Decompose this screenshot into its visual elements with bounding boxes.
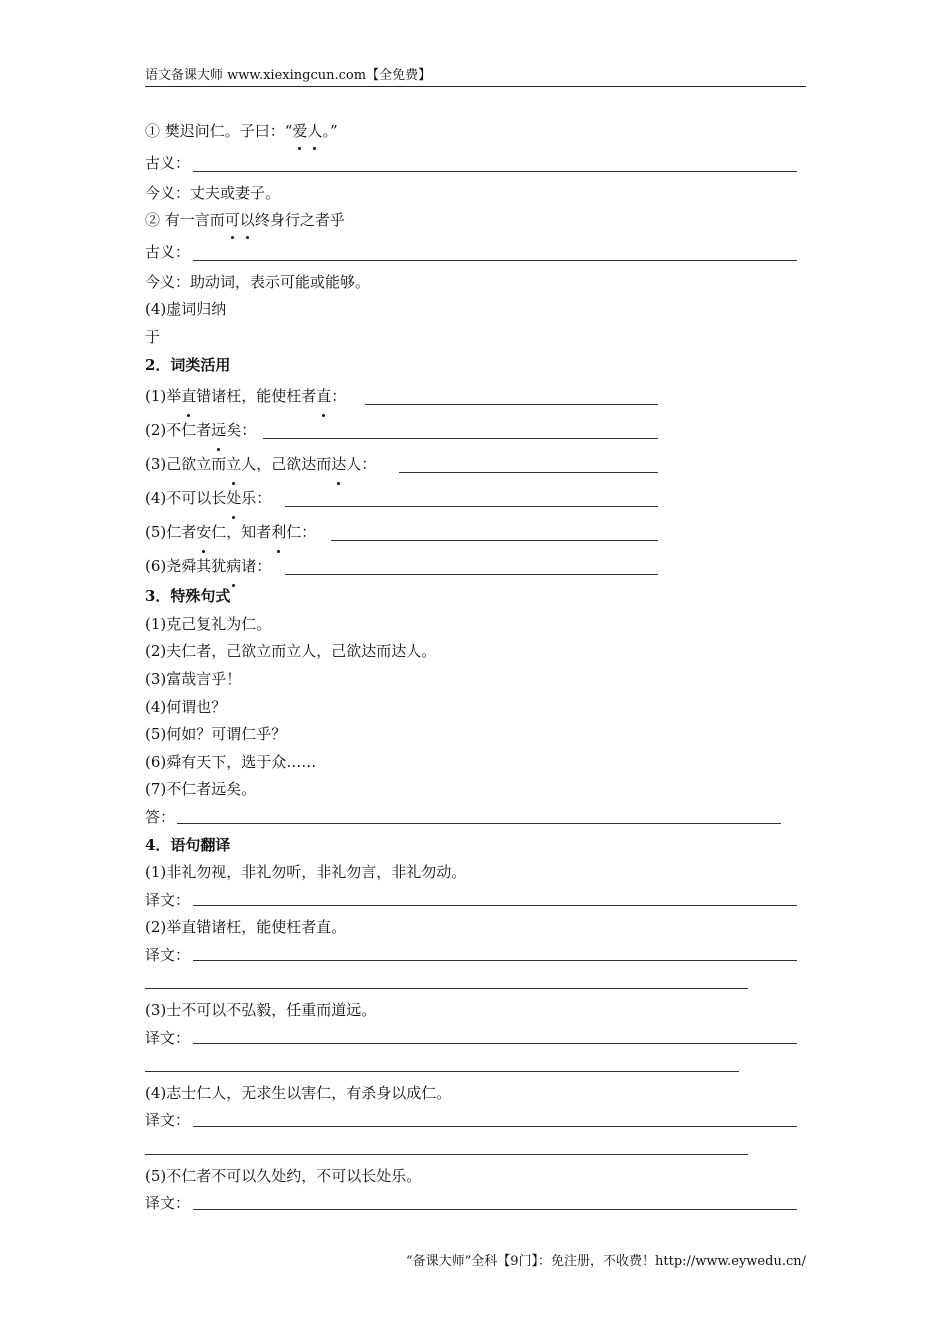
translation-row: 译文： bbox=[145, 887, 805, 915]
word-class-item-6: (6)尧舜其犹病诸： bbox=[145, 549, 805, 583]
translation-row: 译文： bbox=[145, 1190, 805, 1218]
function-word-heading: (4)虚词归纳 bbox=[145, 300, 227, 319]
section-title-sentence-patterns: 3．特殊句式 bbox=[145, 587, 231, 606]
sentence-pattern-item: (3)富哉言乎！ bbox=[145, 669, 242, 688]
page-header: 语文备课大师 www.xiexingcun.com【全免费】 bbox=[145, 64, 806, 87]
translation-sentence: (4)志士仁人，无求生以害仁，有杀身以成仁。 bbox=[145, 1083, 452, 1102]
modern-meaning-2: 今义：助动词，表示可能或能够。 bbox=[145, 272, 371, 291]
section-title-word-class: 2．词类活用 bbox=[145, 355, 231, 374]
emphasis-char: 爱 bbox=[292, 118, 307, 146]
answer-blank[interactable] bbox=[145, 988, 748, 989]
answer-blank[interactable] bbox=[193, 905, 797, 906]
translation-continuation-row bbox=[145, 969, 805, 997]
ancient-meaning-row-1: 古义： bbox=[145, 146, 805, 180]
ancient-meaning-row-2: 古义： bbox=[145, 235, 805, 269]
word-class-item-1: (1)举直错诸枉，能使枉者直： bbox=[145, 379, 805, 413]
emphasis-char: 安 bbox=[196, 515, 211, 549]
classical-sentence-2: ② 有一言而可以终身行之者乎 bbox=[145, 207, 805, 235]
emphasis-char: 利 bbox=[271, 515, 286, 549]
answer-blank[interactable] bbox=[193, 960, 797, 961]
answer-blank[interactable] bbox=[177, 823, 781, 824]
sentence-pattern-item: (1)克己复礼为仁。 bbox=[145, 614, 272, 633]
modern-meaning-1: 今义：丈夫或妻子。 bbox=[145, 183, 281, 202]
word-class-item-4: (4)不可以长处乐： bbox=[145, 481, 805, 515]
emphasis-char: 处 bbox=[226, 481, 241, 515]
translation-continuation-row bbox=[145, 1052, 805, 1080]
answer-blank[interactable] bbox=[193, 1043, 797, 1044]
sentence-pattern-answer-row: 答： bbox=[145, 804, 805, 832]
page-footer: “备课大师”全科【9门】：免注册，不收费！http://www.eywedu.cn/ bbox=[405, 1254, 806, 1269]
emphasis-char: 以 bbox=[240, 207, 255, 235]
answer-blank[interactable] bbox=[193, 1209, 797, 1210]
sentence-pattern-item: (2)夫仁者，己欲立而立人，己欲达而达人。 bbox=[145, 642, 437, 661]
translation-row: 译文： bbox=[145, 942, 805, 970]
translation-sentence: (3)士不可以不弘毅，任重而道远。 bbox=[145, 1001, 377, 1020]
answer-blank[interactable] bbox=[193, 1126, 797, 1127]
worksheet-content bbox=[145, 118, 805, 1218]
emphasis-char: 病 bbox=[226, 549, 241, 583]
emphasis-char: 直 bbox=[316, 379, 331, 413]
answer-blank[interactable] bbox=[365, 404, 658, 405]
function-word-yu: 于 bbox=[145, 327, 161, 346]
answer-blank[interactable] bbox=[193, 260, 797, 261]
translation-sentence: (5)不仁者不可以久处约，不可以长处乐。 bbox=[145, 1166, 422, 1185]
sentence-pattern-item: (5)何如？可谓仁乎？ bbox=[145, 725, 287, 744]
sentence-pattern-item: (4)何谓也？ bbox=[145, 697, 227, 716]
section-title-translation: 4．语句翻译 bbox=[145, 835, 231, 854]
answer-blank[interactable] bbox=[285, 574, 658, 575]
sentence-pattern-item: (7)不仁者远矣。 bbox=[145, 780, 257, 799]
answer-blank[interactable] bbox=[285, 506, 658, 507]
translation-row: 译文： bbox=[145, 1107, 805, 1135]
translation-sentence: (1)非礼勿视，非礼勿听，非礼勿言，非礼勿动。 bbox=[145, 863, 467, 882]
emphasis-char: 直 bbox=[181, 379, 196, 413]
answer-blank[interactable] bbox=[263, 438, 658, 439]
emphasis-char: 人 bbox=[307, 118, 322, 146]
emphasis-char: 立 bbox=[226, 447, 241, 481]
sentence-pattern-item: (6)舜有天下，选于众…… bbox=[145, 752, 317, 771]
emphasis-char: 达 bbox=[331, 447, 346, 481]
answer-blank[interactable] bbox=[193, 171, 797, 172]
translation-continuation-row bbox=[145, 1135, 805, 1163]
answer-blank[interactable] bbox=[145, 1154, 748, 1155]
emphasis-char: 可 bbox=[225, 207, 240, 235]
translation-sentence: (2)举直错诸枉，能使枉者直。 bbox=[145, 918, 347, 937]
translation-row: 译文： bbox=[145, 1025, 805, 1053]
answer-blank[interactable] bbox=[145, 1071, 739, 1072]
answer-blank[interactable] bbox=[399, 472, 658, 473]
word-class-item-5: (5)仁者安仁，知者利仁： bbox=[145, 515, 805, 549]
classical-sentence-1: ① 樊迟问仁。子曰：“爱人。” bbox=[145, 118, 805, 146]
emphasis-char: 远 bbox=[211, 413, 226, 447]
answer-blank[interactable] bbox=[331, 540, 658, 541]
word-class-item-2: (2)不仁者远矣： bbox=[145, 413, 805, 447]
word-class-item-3: (3)己欲立而立人，己欲达而达人： bbox=[145, 447, 805, 481]
